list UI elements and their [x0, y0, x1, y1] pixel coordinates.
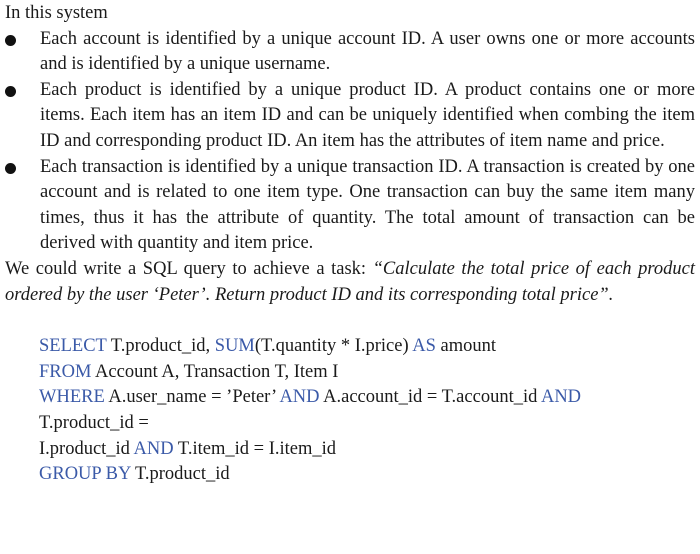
sql-query-block [5, 334, 695, 488]
bullet-text: Each account is identified by a unique account ID. A user owns one or more accounts and is identified by a unique username. [40, 28, 695, 75]
sql-keyword: AND [133, 438, 174, 459]
task-quote: “Calculate the total price of each product ordered by the user ‘Peter’. Return product ID and its corresponding total price”. [5, 258, 695, 305]
sql-keyword: FROM [39, 361, 92, 382]
sql-line-from [39, 360, 695, 386]
task-lead: We could write a SQL query to achieve a task: [5, 258, 373, 279]
document [5, 1, 695, 488]
task-paragraph [5, 257, 695, 308]
sql-text: Account A, Transaction T, Item I [91, 361, 339, 382]
sql-keyword: AS [412, 336, 436, 357]
sql-line-item-join [39, 437, 695, 463]
bullet-text: Each product is identified by a unique product ID. A product contains one or more items. Each item has an item ID and can be uniquely identified when combing the item ID and corresponding product ID. An item has the attributes of item name and price. [40, 79, 695, 151]
bullet-item-product [5, 78, 695, 155]
intro-text: In this system [5, 3, 108, 23]
sql-line-where [39, 385, 695, 411]
sql-line-select [39, 334, 695, 360]
sql-text: (T.quantity * I.price) [254, 336, 413, 357]
sql-line-product-eq [39, 411, 695, 437]
bullet-text: Each transaction is identified by a unique transaction ID. A transaction is created by one account and is related to one item type. One transaction can buy the same item many times, thus it has the attribute of quantity. The total amount of transaction can be derived with quantity and item price. [40, 156, 695, 254]
bullet-item-account [5, 27, 695, 78]
sql-keyword: AND [540, 387, 582, 408]
sql-text: I.product_id [39, 438, 134, 459]
bullet-dot [5, 86, 16, 97]
bullet-dot [5, 163, 16, 174]
sql-text: A.user_name = ’Peter’ [104, 387, 280, 408]
sql-line-group-by [39, 462, 695, 488]
sql-keyword: SUM [214, 336, 255, 357]
sql-text: A.account_id = T.account_id [319, 387, 541, 408]
sql-text: T.product_id = [39, 412, 149, 433]
sql-text: amount [435, 336, 497, 357]
sql-text: T.product_id, [106, 336, 215, 357]
bullet-dot [5, 35, 16, 46]
sql-text: T.product_id [130, 464, 230, 485]
sql-keyword: GROUP BY [39, 464, 131, 485]
sql-keyword: SELECT [39, 336, 107, 357]
sql-keyword: AND [279, 387, 320, 408]
sql-keyword: WHERE [39, 387, 105, 408]
sql-text: T.item_id = I.item_id [173, 438, 336, 459]
bullet-item-transaction [5, 155, 695, 257]
system-rules-list [5, 27, 695, 257]
